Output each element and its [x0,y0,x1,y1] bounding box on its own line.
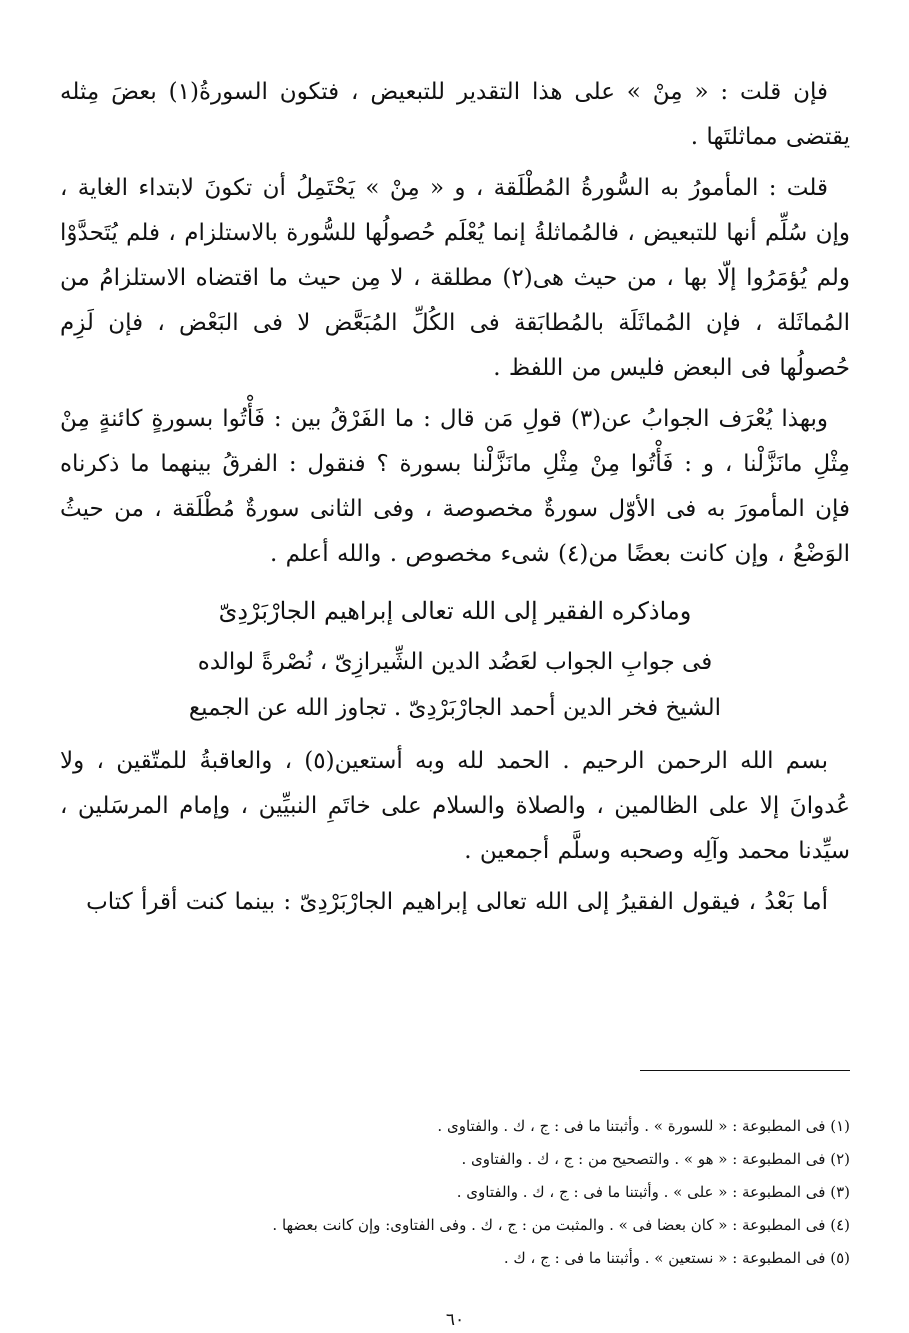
footnote-4: (٤) فى المطبوعة : « كان بعضا فى » . والمثبت من : ج ، ك . وفى الفتاوى: وإن كانت بعضها . [272,1216,850,1234]
paragraph-1: فإن قلت : « مِنْ » على هذا التقدير للتبعيض ، فتكون السورةُ(١) بعضَ مِثله يقتضى مماثلتَها . [60,79,850,150]
paragraph-4: بسم الله الرحمن الرحيم . الحمد لله وبه أستعين(٥) ، والعاقبةُ للمتّقين ، ولا عُدوانَ إلا على الظالمين ، والصلاة والسلام على خاتَمِ النبيِّين ، وإمام المرسَلين ، سيِّدنا محمد وآلِه وصحبه وسلَّم أجمعين . [60,748,850,864]
paragraph-3: وبهذا يُعْرَف الجوابُ عن(٣) قولِ مَن قال : ما الفَرْقُ بين : فَأْتُوا بسورةٍ كائنةٍ مِنْ مِثْلِ مانَزَّلْنا ، و : فَأْتُوا مِنْ مِثْلِ مانَزَّلْنا بسورة ؟ فنقول : الفرقُ بينهما ما ذكرناه فإن المأمورَ به فى الأوّل سورةٌ مخصوصة ، وفى الثانى سورةٌ مُطْلَقة ، من حيثُ الوَضْعُ ، وإن كانت بعضًا من(٤) شىء مخصوص . والله أعلم . [60,406,850,567]
footnote-2: (٢) فى المطبوعة : « هو » . والتصحيح من : ج ، ك . والفتاوى . [461,1150,850,1168]
footnote-3: (٣) فى المطبوعة : « على » . وأثبتنا ما فى : ج ، ك . والفتاوى . [456,1183,850,1201]
footnote-5: (٥) فى المطبوعة : « نستعين » . وأثبتنا ما فى : ج ، ك . [503,1249,850,1267]
paragraph-2: قلت : المأمورُ به السُّورةُ المُطْلَقة ، و « مِنْ » يَحْتَمِلُ أن تكونَ لابتداء الغاية ، وإن سُلِّم أنها للتبعيض ، فالمُماثلةُ إنما يُعْلَم حُصولُها للسُّورة بالاستلزام ، فلم يُتَحدَّوْا ولم يُؤمَرُوا إلّا بها ، من حيث هى(٢) مطلقة ، لا مِن حيث ما اقتضاه الاستلزامُ من المُماثَلة ، فإن المُماثَلَة بالمُطابَقة فى الكُلِّ المُبَعَّض لا فى البَعْض ، فإن لَزِم حُصولُها فى البعض فليس من اللفظ . [60,175,850,381]
section-heading: وماذكره الفقير إلى الله تعالى إبراهيم الجارْبَرْدِىّ [218,597,692,625]
section-subheading-line-2: الشيخ فخر الدين أحمد الجارْبَرْدِىّ . تجاوز الله عن الجميع [188,695,722,721]
book-page [60,70,850,1330]
footnotes [60,1110,850,1275]
footnote-divider [640,1070,850,1071]
section-subheading-line-1: فى جوابِ الجواب لعَضُد الدين الشِّيرازِىّ ، نُصْرةً لوالده [197,649,713,675]
footnote-1: (١) فى المطبوعة : « للسورة » . وأثبتنا ما فى : ج ، ك . والفتاوى . [437,1117,850,1135]
page-number: ٦٠ [445,1310,465,1330]
paragraph-5: أما بَعْدُ ، فيقول الفقيرُ إلى الله تعالى إبراهيم الجارْبَرْدِىّ : بينما كنت أقرأ كتاب [86,889,828,915]
